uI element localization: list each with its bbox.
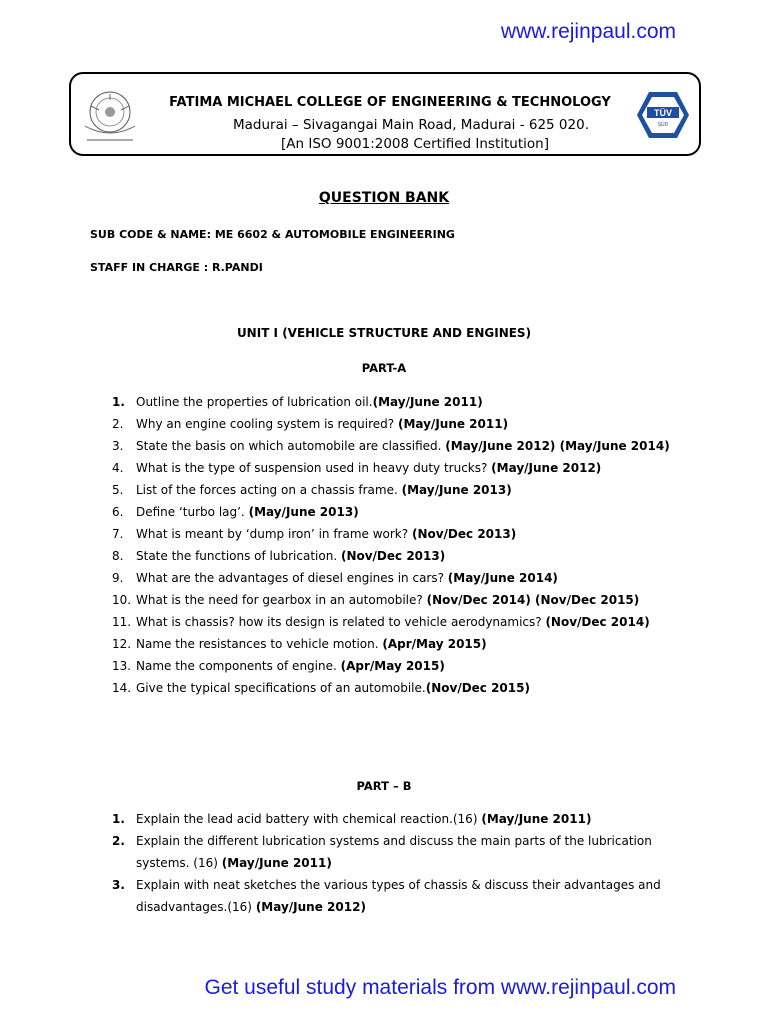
question-text: Define ‘turbo lag’.: [136, 505, 249, 519]
question-number: 6.: [112, 505, 124, 519]
question-item: [112, 830, 692, 874]
exam-year-tag: (May/June 2012): [255, 900, 366, 914]
question-text: State the basis on which automobile are classified.: [136, 439, 446, 453]
question-text: What is chassis? how its design is related to vehicle aerodynamics?: [136, 615, 546, 629]
question-item: [112, 589, 692, 611]
exam-year-tag: (May/June 2014): [447, 571, 558, 585]
exam-year-tag: (May/June 2011): [481, 812, 592, 826]
staff-label: STAFF IN CHARGE :: [90, 261, 209, 274]
tuv-logo-icon: [635, 90, 691, 140]
question-item: [112, 611, 692, 633]
question-number: 11.: [112, 615, 132, 629]
question-number: 12.: [112, 637, 132, 651]
question-text: Explain with neat sketches the various types of chassis & discuss their advantages and disadvantages.(16): [136, 878, 661, 914]
question-item: [112, 655, 692, 677]
question-item: [112, 633, 692, 655]
college-name: FATIMA MICHAEL COLLEGE OF ENGINEERING & TECHNOLOGY: [169, 95, 611, 110]
exam-year-tag: (May/June 2012): [491, 461, 602, 475]
question-number: 13.: [112, 659, 132, 673]
exam-year-tag: (May/June 2013): [248, 505, 359, 519]
exam-year-tag: (Nov/Dec 2014): [545, 615, 650, 629]
question-number: 3.: [112, 878, 125, 892]
college-address: Madurai – Sivagangai Main Road, Madurai - 625 020.: [233, 117, 589, 133]
exam-year-tag: (Apr/May 2015): [340, 659, 445, 673]
iso-certification: [An ISO 9001:2008 Certified Institution]: [281, 136, 549, 152]
question-item: [112, 545, 692, 567]
question-number: 1.: [112, 395, 125, 409]
question-text: Give the typical specifications of an automobile.: [136, 681, 426, 695]
question-item: [112, 501, 692, 523]
exam-year-tag: (May/June 2012) (May/June 2014): [445, 439, 670, 453]
question-text: Outline the properties of lubrication oil.: [136, 395, 373, 409]
question-number: 8.: [112, 549, 124, 563]
question-number: 5.: [112, 483, 124, 497]
question-item: [112, 413, 692, 435]
question-number: 2.: [112, 834, 125, 848]
part-a-title: PART-A: [361, 361, 407, 375]
question-number: 7.: [112, 527, 124, 541]
question-text: What is meant by ‘dump iron’ in frame work?: [136, 527, 412, 541]
question-number: 10.: [112, 593, 132, 607]
question-item: [112, 523, 692, 545]
footer-link[interactable]: Get useful study materials from www.rejinpaul.com: [204, 976, 676, 999]
exam-year-tag: (Nov/Dec 2015): [425, 681, 530, 695]
college-header: [69, 72, 701, 156]
subject-value: ME 6602 & AUTOMOBILE ENGINEERING: [214, 228, 455, 241]
question-item: [112, 435, 692, 457]
exam-year-tag: (Nov/Dec 2013): [340, 549, 446, 563]
question-text: Why an engine cooling system is required?: [136, 417, 398, 431]
question-number: 4.: [112, 461, 124, 475]
exam-year-tag: (May/June 2011): [221, 856, 332, 870]
question-number: 9.: [112, 571, 124, 585]
question-number: 14.: [112, 681, 132, 695]
site-link[interactable]: www.rejinpaul.com: [500, 20, 676, 43]
question-item: [112, 567, 692, 589]
subject-label: SUB CODE & NAME:: [90, 228, 211, 241]
exam-year-tag: (Apr/May 2015): [382, 637, 487, 651]
question-item: [112, 808, 692, 830]
question-text: List of the forces acting on a chassis frame.: [136, 483, 402, 497]
question-text: Name the components of engine.: [136, 659, 341, 673]
unit-title: UNIT I (VEHICLE STRUCTURE AND ENGINES): [236, 326, 532, 340]
exam-year-tag: (May/June 2011): [397, 417, 509, 431]
question-text: State the functions of lubrication.: [136, 549, 341, 563]
question-number: 1.: [112, 812, 125, 826]
tuv-logo-text: TÜV: [654, 108, 672, 118]
staff-value: R.PANDI: [211, 261, 263, 274]
part-b-title: PART – B: [356, 779, 412, 793]
exam-year-tag: (May/June 2011): [372, 395, 483, 409]
question-text: Explain the different lubrication systems and discuss the main parts of the lubrication systems. (16): [136, 834, 652, 870]
question-item: [112, 457, 692, 479]
part-a-question-list: [112, 391, 692, 699]
question-number: 3.: [112, 439, 124, 453]
question-item: [112, 391, 692, 413]
exam-year-tag: (Nov/Dec 2014) (Nov/Dec 2015): [426, 593, 640, 607]
question-number: 2.: [112, 417, 124, 431]
page-title: QUESTION BANK: [318, 190, 450, 206]
tuv-logo-sub: SÜD: [657, 122, 669, 128]
staff-line: [90, 261, 263, 274]
question-item: [112, 479, 692, 501]
subject-line: [90, 228, 455, 241]
exam-year-tag: (May/June 2013): [401, 483, 512, 497]
question-text: What is the type of suspension used in heavy duty trucks?: [136, 461, 492, 475]
question-text: What are the advantages of diesel engines in cars?: [136, 571, 448, 585]
question-text: Explain the lead acid battery with chemical reaction.(16): [136, 812, 482, 826]
question-text: What is the need for gearbox in an automobile?: [136, 593, 427, 607]
question-text: Name the resistances to vehicle motion.: [136, 637, 383, 651]
question-item: [112, 677, 692, 699]
part-b-question-list: [112, 808, 692, 918]
exam-year-tag: (Nov/Dec 2013): [411, 527, 517, 541]
question-item: [112, 874, 692, 918]
